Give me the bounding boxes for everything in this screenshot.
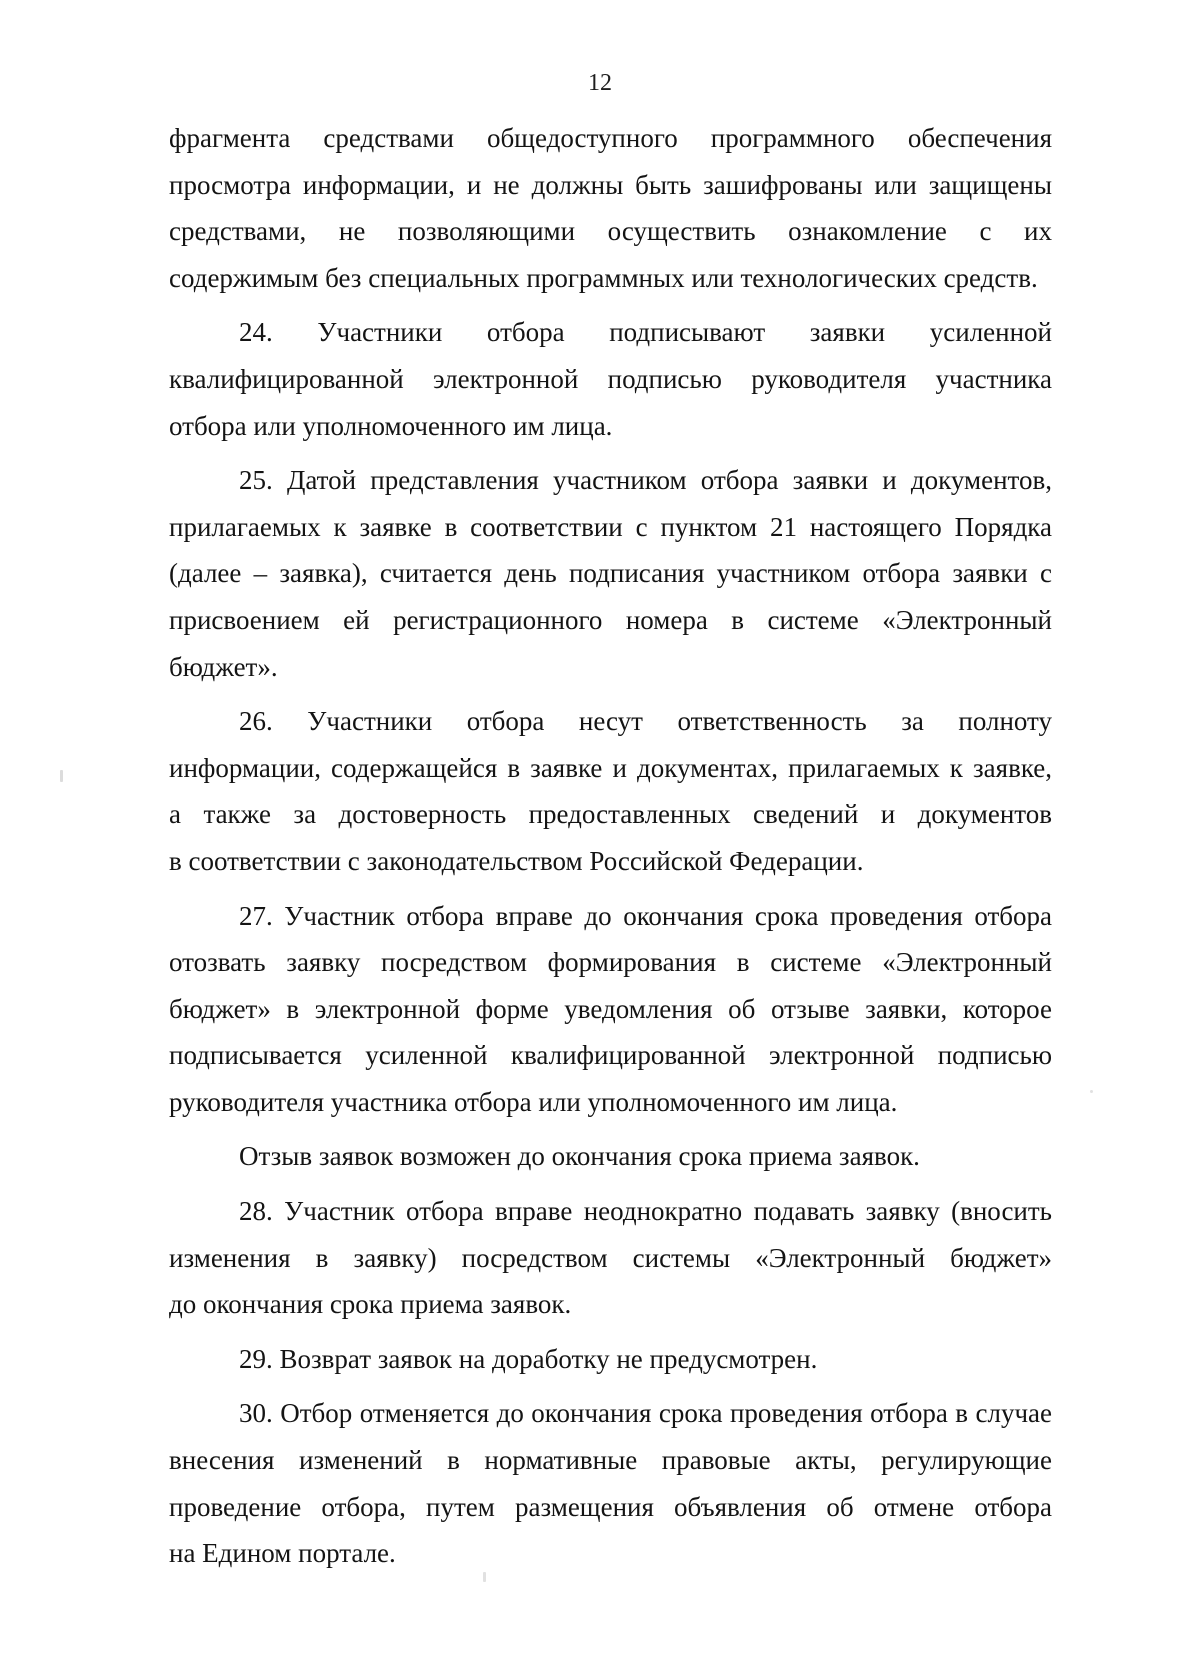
scan-speck (60, 770, 63, 782)
text-line: подписывается усиленной квалифицированной электронной подписью (169, 1040, 1052, 1071)
text-line: руководителя участника отбора или уполномоченного им лица. (169, 1086, 898, 1117)
paragraph-25-first-line: 25. Датой представления участником отбора заявки и документов, (239, 465, 1052, 496)
text-line: содержимым без специальных программных или технологических средств. (169, 262, 1038, 293)
text-line: в соответствии с законодательством Российской Федерации. (169, 845, 864, 876)
text-line: до окончания срока приема заявок. (169, 1289, 572, 1320)
paragraph-27-first-line: 27. Участник отбора вправе до окончания срока проведения отбора (239, 900, 1052, 931)
text-line: присвоением ей регистрационного номера в системе «Электронный (169, 604, 1052, 635)
text-line: бюджет». (169, 651, 278, 682)
text-line: изменения в заявку) посредством системы «Электронный бюджет» (169, 1242, 1052, 1273)
scan-speck (483, 1572, 486, 1582)
text-line: внесения изменений в нормативные правовые акты, регулирующие (169, 1445, 1052, 1476)
text-line: отбора или уполномоченного им лица. (169, 410, 613, 441)
text-line: квалифицированной электронной подписью руководителя участника (169, 363, 1052, 394)
paragraph-26-first-line: 26. Участники отбора несут ответственность за полноту (239, 706, 1052, 737)
paragraph-30-first-line: 30. Отбор отменяется до окончания срока проведения отбора в случае (239, 1398, 1052, 1429)
text-line: прилагаемых к заявке в соответствии с пунктом 21 настоящего Порядка (169, 511, 1052, 542)
paragraph-24-first-line: 24. Участники отбора подписывают заявки усиленной (239, 317, 1052, 348)
document-body (169, 115, 1052, 1577)
text-line: средствами, не позволяющими осуществить ознакомление с их (169, 216, 1052, 247)
text-line: отозвать заявку посредством формирования в системе «Электронный (169, 947, 1052, 978)
scan-speck (1090, 1090, 1093, 1093)
text-line: просмотра информации, и не должны быть зашифрованы или защищены (169, 169, 1052, 200)
text-line: бюджет» в электронной форме уведомления об отзыве заявки, которое (169, 993, 1052, 1024)
paragraph-withdrawal-note: Отзыв заявок возможен до окончания срока приема заявок. (239, 1141, 920, 1172)
paragraph-28-first-line: 28. Участник отбора вправе неоднократно подавать заявку (вносить (239, 1196, 1052, 1227)
paragraph-29: 29. Возврат заявок на доработку не предусмотрен. (239, 1343, 818, 1374)
page-number: 12 (588, 70, 612, 96)
text-line: фрагмента средствами общедоступного программного обеспечения (169, 123, 1052, 153)
text-line: (далее – заявка), считается день подписания участником отбора заявки с (169, 558, 1052, 589)
text-line: а также за достоверность предоставленных сведений и документов (169, 799, 1052, 830)
text-line: на Едином портале. (169, 1538, 396, 1569)
text-line: информации, содержащейся в заявке и документах, прилагаемых к заявке, (169, 752, 1052, 783)
text-line: проведение отбора, путем размещения объявления об отмене отбора (169, 1491, 1052, 1522)
